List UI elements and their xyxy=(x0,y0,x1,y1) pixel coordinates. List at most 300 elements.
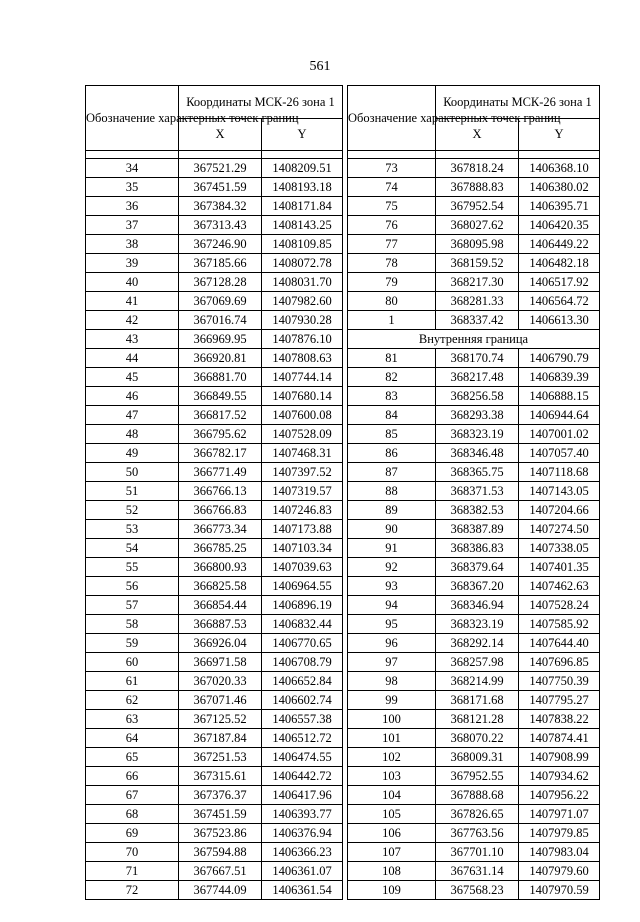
y-coordinate-cell: 1408171.84 xyxy=(262,197,343,216)
x-column-header: X xyxy=(179,118,262,151)
table-row xyxy=(86,729,343,748)
y-coordinate-cell: 1406613.30 xyxy=(519,311,600,330)
point-id-cell: 57 xyxy=(86,596,179,615)
point-id-cell: 108 xyxy=(348,862,436,881)
y-coordinate-cell: 1407039.63 xyxy=(262,558,343,577)
point-id-cell: 45 xyxy=(86,368,179,387)
table-row xyxy=(348,368,600,387)
table-row xyxy=(348,653,600,672)
table-row xyxy=(86,216,343,235)
y-coordinate-cell: 1407246.83 xyxy=(262,501,343,520)
y-coordinate-cell: 1407956.22 xyxy=(519,786,600,805)
x-coordinate-cell: 366800.93 xyxy=(179,558,262,577)
y-coordinate-cell: 1407979.85 xyxy=(519,824,600,843)
coordinates-header: Координаты МСК-26 зона 1 xyxy=(179,86,343,119)
y-coordinate-cell: 1406449.22 xyxy=(519,235,600,254)
point-id-cell: 86 xyxy=(348,444,436,463)
table-row xyxy=(86,634,343,653)
x-coordinate-cell: 368387.89 xyxy=(436,520,519,539)
y-coordinate-cell: 1407838.22 xyxy=(519,710,600,729)
point-id-cell: 89 xyxy=(348,501,436,520)
x-coordinate-cell: 368257.98 xyxy=(436,653,519,672)
designation-header: Обозначение характерных точек границ xyxy=(348,86,436,151)
x-coordinate-cell: 366969.95 xyxy=(179,330,262,349)
point-id-cell: 104 xyxy=(348,786,436,805)
point-id-cell: 103 xyxy=(348,767,436,786)
x-coordinate-cell: 367071.46 xyxy=(179,691,262,710)
point-id-cell: 34 xyxy=(86,159,179,178)
y-coordinate-cell: 1406652.84 xyxy=(262,672,343,691)
x-coordinate-cell: 367818.24 xyxy=(436,159,519,178)
point-id-cell: 41 xyxy=(86,292,179,311)
point-id-cell: 49 xyxy=(86,444,179,463)
table-row xyxy=(86,444,343,463)
point-id-cell: 1 xyxy=(348,311,436,330)
table-row xyxy=(86,330,343,349)
y-coordinate-cell: 1406708.79 xyxy=(262,653,343,672)
y-coordinate-cell: 1406512.72 xyxy=(262,729,343,748)
point-id-cell: 84 xyxy=(348,406,436,425)
table-row xyxy=(348,539,600,558)
point-id-cell: 58 xyxy=(86,615,179,634)
y-coordinate-cell: 1406557.38 xyxy=(262,710,343,729)
point-id-cell: 71 xyxy=(86,862,179,881)
coordinates-table-right xyxy=(347,85,600,900)
x-coordinate-cell: 367451.59 xyxy=(179,805,262,824)
table-row xyxy=(348,729,600,748)
section-row xyxy=(348,330,600,349)
point-id-cell: 51 xyxy=(86,482,179,501)
point-id-cell: 85 xyxy=(348,425,436,444)
y-coordinate-cell: 1407982.60 xyxy=(262,292,343,311)
x-coordinate-cell: 368171.68 xyxy=(436,691,519,710)
table-row xyxy=(86,520,343,539)
x-coordinate-cell: 368346.48 xyxy=(436,444,519,463)
y-coordinate-cell: 1407001.02 xyxy=(519,425,600,444)
x-coordinate-cell: 366926.04 xyxy=(179,634,262,653)
y-coordinate-cell: 1408072.78 xyxy=(262,254,343,273)
x-coordinate-cell: 367888.83 xyxy=(436,178,519,197)
table-row xyxy=(348,710,600,729)
x-coordinate-cell: 368382.53 xyxy=(436,501,519,520)
x-coordinate-cell: 366766.13 xyxy=(179,482,262,501)
x-coordinate-cell: 367020.33 xyxy=(179,672,262,691)
table-row xyxy=(348,178,600,197)
x-coordinate-cell: 366766.83 xyxy=(179,501,262,520)
x-coordinate-cell: 367069.69 xyxy=(179,292,262,311)
point-id-cell: 50 xyxy=(86,463,179,482)
table-row xyxy=(348,672,600,691)
table-row xyxy=(348,767,600,786)
table-row xyxy=(348,805,600,824)
x-coordinate-cell: 367251.53 xyxy=(179,748,262,767)
point-id-cell: 74 xyxy=(348,178,436,197)
y-coordinate-cell: 1407971.07 xyxy=(519,805,600,824)
table-row xyxy=(86,710,343,729)
x-coordinate-cell: 366854.44 xyxy=(179,596,262,615)
x-coordinate-cell: 368323.19 xyxy=(436,425,519,444)
x-coordinate-cell: 367376.37 xyxy=(179,786,262,805)
y-coordinate-cell: 1407680.14 xyxy=(262,387,343,406)
y-coordinate-cell: 1407274.50 xyxy=(519,520,600,539)
table-row xyxy=(348,615,600,634)
table-row xyxy=(348,235,600,254)
x-coordinate-cell: 367246.90 xyxy=(179,235,262,254)
point-id-cell: 60 xyxy=(86,653,179,672)
x-coordinate-cell: 367701.10 xyxy=(436,843,519,862)
x-coordinate-cell: 367523.86 xyxy=(179,824,262,843)
x-coordinate-cell: 368337.42 xyxy=(436,311,519,330)
x-coordinate-cell: 366795.62 xyxy=(179,425,262,444)
x-coordinate-cell: 368367.20 xyxy=(436,577,519,596)
table-row xyxy=(86,691,343,710)
y-coordinate-cell: 1407930.28 xyxy=(262,311,343,330)
point-id-cell: 56 xyxy=(86,577,179,596)
table-row xyxy=(348,501,600,520)
table-row xyxy=(86,843,343,862)
x-coordinate-cell: 368095.98 xyxy=(436,235,519,254)
point-id-cell: 67 xyxy=(86,786,179,805)
y-coordinate-cell: 1406376.94 xyxy=(262,824,343,843)
x-coordinate-cell: 366771.49 xyxy=(179,463,262,482)
x-coordinate-cell: 367952.55 xyxy=(436,767,519,786)
y-coordinate-cell: 1406420.35 xyxy=(519,216,600,235)
table-row xyxy=(86,387,343,406)
y-coordinate-cell: 1406395.71 xyxy=(519,197,600,216)
point-id-cell: 91 xyxy=(348,539,436,558)
x-coordinate-cell: 368256.58 xyxy=(436,387,519,406)
point-id-cell: 59 xyxy=(86,634,179,653)
x-coordinate-cell: 366920.81 xyxy=(179,349,262,368)
x-coordinate-cell: 367016.74 xyxy=(179,311,262,330)
point-id-cell: 38 xyxy=(86,235,179,254)
y-coordinate-cell: 1407528.09 xyxy=(262,425,343,444)
y-coordinate-cell: 1406474.55 xyxy=(262,748,343,767)
point-id-cell: 43 xyxy=(86,330,179,349)
table-row xyxy=(86,197,343,216)
y-coordinate-cell: 1407600.08 xyxy=(262,406,343,425)
y-coordinate-cell: 1407934.62 xyxy=(519,767,600,786)
point-id-cell: 87 xyxy=(348,463,436,482)
point-id-cell: 53 xyxy=(86,520,179,539)
x-coordinate-cell: 367826.65 xyxy=(436,805,519,824)
table-row xyxy=(86,425,343,444)
x-coordinate-cell: 368386.83 xyxy=(436,539,519,558)
y-coordinate-cell: 1407118.68 xyxy=(519,463,600,482)
y-coordinate-cell: 1406417.96 xyxy=(262,786,343,805)
table-row xyxy=(86,862,343,881)
point-id-cell: 61 xyxy=(86,672,179,691)
point-id-cell: 92 xyxy=(348,558,436,577)
point-id-cell: 73 xyxy=(348,159,436,178)
table-row xyxy=(86,178,343,197)
point-id-cell: 105 xyxy=(348,805,436,824)
table-row xyxy=(348,311,600,330)
y-coordinate-cell: 1406442.72 xyxy=(262,767,343,786)
x-coordinate-cell: 367744.09 xyxy=(179,881,262,900)
table-row xyxy=(86,273,343,292)
point-id-cell: 76 xyxy=(348,216,436,235)
y-coordinate-cell: 1407462.63 xyxy=(519,577,600,596)
table-row xyxy=(348,786,600,805)
y-coordinate-cell: 1407173.88 xyxy=(262,520,343,539)
point-id-cell: 106 xyxy=(348,824,436,843)
table-row xyxy=(86,368,343,387)
y-coordinate-cell: 1406832.44 xyxy=(262,615,343,634)
y-coordinate-cell: 1408209.51 xyxy=(262,159,343,178)
point-id-cell: 47 xyxy=(86,406,179,425)
point-id-cell: 98 xyxy=(348,672,436,691)
y-coordinate-cell: 1408193.18 xyxy=(262,178,343,197)
point-id-cell: 79 xyxy=(348,273,436,292)
designation-header: Обозначение характерных точек границ xyxy=(86,86,179,151)
y-coordinate-cell: 1406393.77 xyxy=(262,805,343,824)
y-coordinate-cell: 1407528.24 xyxy=(519,596,600,615)
table-row xyxy=(348,824,600,843)
point-id-cell: 40 xyxy=(86,273,179,292)
x-coordinate-cell: 367313.43 xyxy=(179,216,262,235)
y-coordinate-cell: 1407744.14 xyxy=(262,368,343,387)
table-row xyxy=(86,805,343,824)
table-row xyxy=(348,463,600,482)
y-coordinate-cell: 1407338.05 xyxy=(519,539,600,558)
point-id-cell: 101 xyxy=(348,729,436,748)
x-coordinate-cell: 368323.19 xyxy=(436,615,519,634)
x-coordinate-cell: 367128.28 xyxy=(179,273,262,292)
table-row xyxy=(86,292,343,311)
table-row xyxy=(86,349,343,368)
x-coordinate-cell: 368365.75 xyxy=(436,463,519,482)
page-number: 561 xyxy=(309,59,331,74)
point-id-cell: 37 xyxy=(86,216,179,235)
x-coordinate-cell: 366825.58 xyxy=(179,577,262,596)
x-coordinate-cell: 366782.17 xyxy=(179,444,262,463)
y-coordinate-cell: 1407401.35 xyxy=(519,558,600,577)
x-coordinate-cell: 368214.99 xyxy=(436,672,519,691)
point-id-cell: 52 xyxy=(86,501,179,520)
x-coordinate-cell: 368009.31 xyxy=(436,748,519,767)
table-row xyxy=(348,520,600,539)
point-id-cell: 62 xyxy=(86,691,179,710)
x-coordinate-cell: 368121.28 xyxy=(436,710,519,729)
point-id-cell: 75 xyxy=(348,197,436,216)
point-id-cell: 54 xyxy=(86,539,179,558)
y-coordinate-cell: 1407876.10 xyxy=(262,330,343,349)
x-coordinate-cell: 368217.30 xyxy=(436,273,519,292)
x-coordinate-cell: 368293.38 xyxy=(436,406,519,425)
table-row xyxy=(86,767,343,786)
point-id-cell: 107 xyxy=(348,843,436,862)
point-id-cell: 78 xyxy=(348,254,436,273)
x-coordinate-cell: 367667.51 xyxy=(179,862,262,881)
x-coordinate-cell: 368217.48 xyxy=(436,368,519,387)
y-coordinate-cell: 1408143.25 xyxy=(262,216,343,235)
table-row xyxy=(86,558,343,577)
x-coordinate-cell: 368346.94 xyxy=(436,596,519,615)
y-coordinate-cell: 1406361.07 xyxy=(262,862,343,881)
point-id-cell: 65 xyxy=(86,748,179,767)
table-body xyxy=(348,159,600,900)
y-coordinate-cell: 1406366.23 xyxy=(262,843,343,862)
point-id-cell: 48 xyxy=(86,425,179,444)
y-coordinate-cell: 1407143.05 xyxy=(519,482,600,501)
y-coordinate-cell: 1406888.15 xyxy=(519,387,600,406)
point-id-cell: 93 xyxy=(348,577,436,596)
x-coordinate-cell: 367185.66 xyxy=(179,254,262,273)
point-id-cell: 68 xyxy=(86,805,179,824)
y-coordinate-cell: 1407979.60 xyxy=(519,862,600,881)
point-id-cell: 80 xyxy=(348,292,436,311)
y-coordinate-cell: 1407808.63 xyxy=(262,349,343,368)
point-id-cell: 94 xyxy=(348,596,436,615)
table-row xyxy=(348,691,600,710)
x-coordinate-cell: 367594.88 xyxy=(179,843,262,862)
table-row xyxy=(86,159,343,178)
table-row xyxy=(348,482,600,501)
y-coordinate-cell: 1407319.57 xyxy=(262,482,343,501)
table-row xyxy=(348,159,600,178)
table-row xyxy=(348,292,600,311)
table-row xyxy=(348,596,600,615)
table-row xyxy=(348,197,600,216)
table-row xyxy=(348,577,600,596)
x-coordinate-cell: 366971.58 xyxy=(179,653,262,672)
table-row xyxy=(348,406,600,425)
table-row xyxy=(86,653,343,672)
point-id-cell: 102 xyxy=(348,748,436,767)
x-coordinate-cell: 366773.34 xyxy=(179,520,262,539)
x-coordinate-cell: 367125.52 xyxy=(179,710,262,729)
point-id-cell: 64 xyxy=(86,729,179,748)
y-coordinate-cell: 1406380.02 xyxy=(519,178,600,197)
y-coordinate-cell: 1406770.65 xyxy=(262,634,343,653)
table-row xyxy=(86,501,343,520)
table-row xyxy=(86,786,343,805)
x-coordinate-cell: 366817.52 xyxy=(179,406,262,425)
x-coordinate-cell: 367631.14 xyxy=(436,862,519,881)
y-coordinate-cell: 1406564.72 xyxy=(519,292,600,311)
point-id-cell: 46 xyxy=(86,387,179,406)
x-coordinate-cell: 368159.52 xyxy=(436,254,519,273)
table-row xyxy=(348,558,600,577)
point-id-cell: 44 xyxy=(86,349,179,368)
table-row xyxy=(348,881,600,900)
x-coordinate-cell: 367315.61 xyxy=(179,767,262,786)
table-row xyxy=(86,482,343,501)
point-id-cell: 81 xyxy=(348,349,436,368)
x-coordinate-cell: 367521.29 xyxy=(179,159,262,178)
section-label: Внутренняя граница xyxy=(348,330,600,349)
x-coordinate-cell: 367568.23 xyxy=(436,881,519,900)
point-id-cell: 83 xyxy=(348,387,436,406)
table-row xyxy=(348,216,600,235)
point-id-cell: 42 xyxy=(86,311,179,330)
point-id-cell: 35 xyxy=(86,178,179,197)
y-coordinate-cell: 1407585.92 xyxy=(519,615,600,634)
table-row xyxy=(86,254,343,273)
x-coordinate-cell: 367763.56 xyxy=(436,824,519,843)
y-column-header: Y xyxy=(262,118,343,151)
y-coordinate-cell: 1407983.04 xyxy=(519,843,600,862)
x-coordinate-cell: 367952.54 xyxy=(436,197,519,216)
y-coordinate-cell: 1408031.70 xyxy=(262,273,343,292)
x-coordinate-cell: 368170.74 xyxy=(436,349,519,368)
table-row xyxy=(86,463,343,482)
table-row xyxy=(86,672,343,691)
table-row xyxy=(86,311,343,330)
y-coordinate-cell: 1406361.54 xyxy=(262,881,343,900)
x-coordinate-cell: 368027.62 xyxy=(436,216,519,235)
y-coordinate-cell: 1407908.99 xyxy=(519,748,600,767)
table-row xyxy=(348,444,600,463)
table-row xyxy=(86,539,343,558)
table-row xyxy=(348,425,600,444)
x-coordinate-cell: 366887.53 xyxy=(179,615,262,634)
point-id-cell: 39 xyxy=(86,254,179,273)
table-row xyxy=(348,273,600,292)
table-row xyxy=(348,862,600,881)
point-id-cell: 109 xyxy=(348,881,436,900)
y-coordinate-cell: 1407970.59 xyxy=(519,881,600,900)
y-coordinate-cell: 1406790.79 xyxy=(519,349,600,368)
point-id-cell: 88 xyxy=(348,482,436,501)
point-id-cell: 99 xyxy=(348,691,436,710)
x-coordinate-cell: 366785.25 xyxy=(179,539,262,558)
point-id-cell: 72 xyxy=(86,881,179,900)
table-row xyxy=(86,748,343,767)
x-coordinate-cell: 367888.68 xyxy=(436,786,519,805)
x-coordinate-cell: 367187.84 xyxy=(179,729,262,748)
table-row xyxy=(86,881,343,900)
y-coordinate-cell: 1407750.39 xyxy=(519,672,600,691)
point-id-cell: 70 xyxy=(86,843,179,862)
table-row xyxy=(86,824,343,843)
table-row xyxy=(348,387,600,406)
y-coordinate-cell: 1406896.19 xyxy=(262,596,343,615)
point-id-cell: 77 xyxy=(348,235,436,254)
point-id-cell: 97 xyxy=(348,653,436,672)
table-row xyxy=(348,254,600,273)
x-coordinate-cell: 368371.53 xyxy=(436,482,519,501)
x-coordinate-cell: 368070.22 xyxy=(436,729,519,748)
x-column-header: X xyxy=(436,118,519,151)
point-id-cell: 100 xyxy=(348,710,436,729)
point-id-cell: 36 xyxy=(86,197,179,216)
x-coordinate-cell: 368292.14 xyxy=(436,634,519,653)
x-coordinate-cell: 367451.59 xyxy=(179,178,262,197)
coordinates-header: Координаты МСК-26 зона 1 xyxy=(436,86,600,119)
point-id-cell: 90 xyxy=(348,520,436,539)
table-row xyxy=(86,596,343,615)
table-row xyxy=(348,748,600,767)
y-column-header: Y xyxy=(519,118,600,151)
y-coordinate-cell: 1406368.10 xyxy=(519,159,600,178)
x-coordinate-cell: 366881.70 xyxy=(179,368,262,387)
point-id-cell: 55 xyxy=(86,558,179,577)
point-id-cell: 63 xyxy=(86,710,179,729)
y-coordinate-cell: 1407468.31 xyxy=(262,444,343,463)
y-coordinate-cell: 1406944.64 xyxy=(519,406,600,425)
coordinates-table-left xyxy=(85,85,343,900)
y-coordinate-cell: 1407397.52 xyxy=(262,463,343,482)
point-id-cell: 66 xyxy=(86,767,179,786)
y-coordinate-cell: 1406964.55 xyxy=(262,577,343,596)
y-coordinate-cell: 1408109.85 xyxy=(262,235,343,254)
y-coordinate-cell: 1407696.85 xyxy=(519,653,600,672)
point-id-cell: 82 xyxy=(348,368,436,387)
x-coordinate-cell: 367384.32 xyxy=(179,197,262,216)
table-body xyxy=(86,159,343,900)
